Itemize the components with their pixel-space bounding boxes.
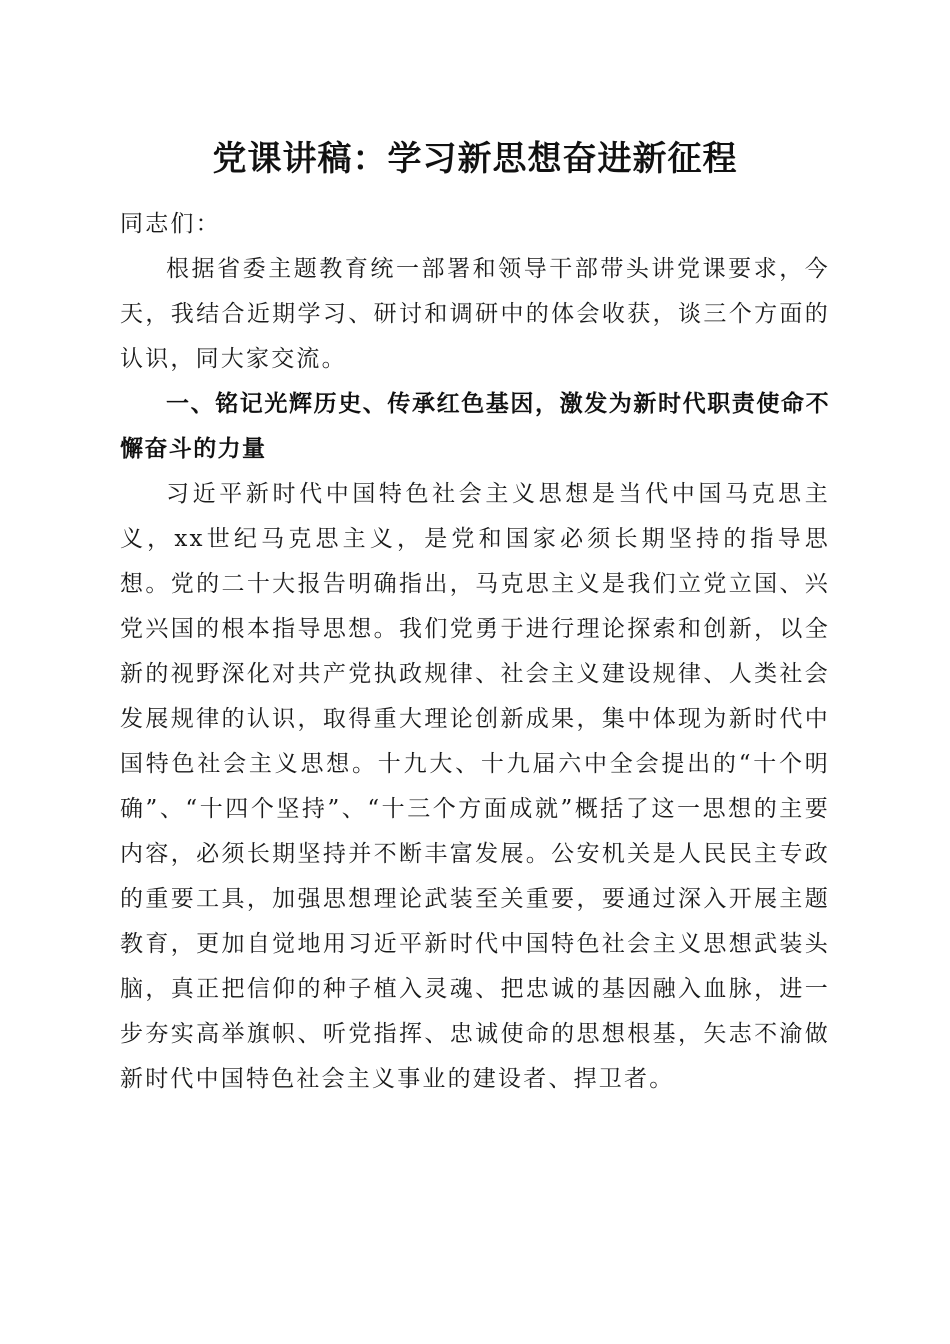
salutation: 同志们：: [120, 211, 221, 237]
document-title: 党课讲稿：学习新思想奋进新征程: [212, 139, 738, 179]
document-body: [120, 202, 830, 1102]
section-heading: 一、铭记光辉历史、传承红色基因，激发为新时代职责使命不懈奋斗的力量: [120, 391, 830, 462]
intro-paragraph: 根据省委主题教育统一部署和领导干部带头讲党课要求，今天，我结合近期学习、研讨和调研中的体会收获，谈三个方面的认识，同大家交流。: [120, 256, 830, 372]
body-paragraph: 习近平新时代中国特色社会主义思想是当代中国马克思主义，xx世纪马克思主义，是党和国家必须长期坚持的指导思想。党的二十大报告明确指出，马克思主义是我们立党立国、兴党兴国的根本指导思想。我们党勇于进行理论探索和创新，以全新的视野深化对共产党执政规律、社会主义建设规律、人类社会发展规律的认识，取得重大理论创新成果，集中体现为新时代中国特色社会主义思想。十九大、十九届六中全会提出的“十个明确”、“十四个坚持”、“十三个方面成就”概括了这一思想的主要内容，必须长期坚持并不断丰富发展。公安机关是人民民主专政的重要工具，加强思想理论武装至关重要，要通过深入开展主题教育，更加自觉地用习近平新时代中国特色社会主义思想武装头脑，真正把信仰的种子植入灵魂、把忠诚的基因融入血脉，进一步夯实高举旗帜、听党指挥、忠诚使命的思想根基，矢志不渝做新时代中国特色社会主义事业的建设者、捍卫者。: [120, 481, 830, 1092]
